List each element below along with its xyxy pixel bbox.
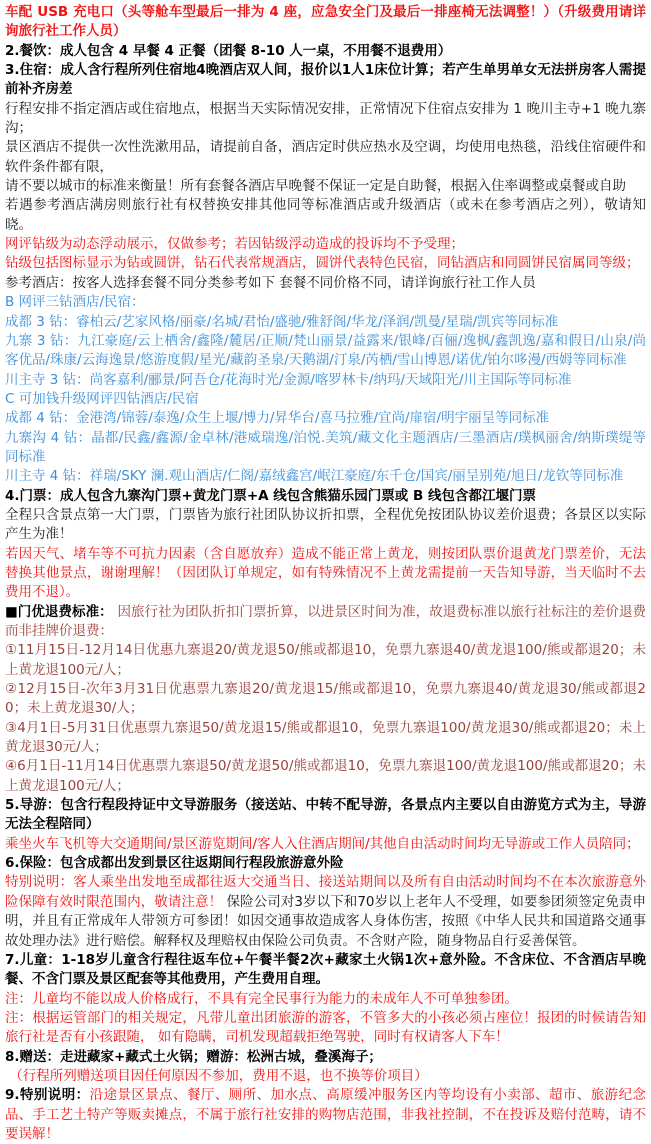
- text-run: B 网评三钻酒店/民宿：: [5, 294, 145, 311]
- text-run: 保险公司对3岁以下和70岁以上老年人不受理，如要参团须签定免责申明，并且有正常成年人带领方可参团！如因交通事故造成客人身体伤害，按照《中华人民共和国道路交通事故处理办法》进行赔偿。解释权及理赔权由保险公司负责。不含财产险，随身物品自行妥善保管。: [5, 893, 646, 949]
- paragraph: [5, 429, 646, 468]
- text-run: 景区酒店不提供一次性洗漱用品，请提前自备，酒店定时供应热水及空调，均使用电热毯，沿线住宿硬件和软件条件都有限，: [5, 139, 646, 175]
- paragraph: [5, 1048, 646, 1067]
- text-run: 7.儿童：1-18岁儿童含行程往返车位+午餐半餐2次+藏家土火锅1次+意外险。不含床位、不含酒店早晚餐、不含门票及景区配套等其他费用，产生费用自理。: [5, 951, 646, 988]
- paragraph: [5, 1086, 646, 1144]
- paragraph: [5, 854, 646, 873]
- paragraph: [5, 467, 646, 486]
- text-run: 成都 4 钻：金港湾/锦蓉/泰逸/众生上堰/博力/昇华台/喜马拉雅/宜尚/扉宿/明宇丽呈等同标准: [5, 410, 550, 427]
- paragraph: [5, 100, 646, 139]
- paragraph: [5, 951, 646, 990]
- paragraph: [5, 390, 646, 409]
- paragraph: [5, 138, 646, 177]
- paragraph: [5, 332, 646, 371]
- paragraph: [5, 545, 646, 603]
- text-run: 因旅行社为团队折扣门票折算，以进景区时间为准，故退费标准以旅行社标注的差价退费而非挂牌价退费：: [5, 603, 646, 639]
- text-run: 行程安排不指定酒店或住宿地点，根据当天实际情况安排，正常情况下住宿点安排为 1 晚川主寺+1 晚九寨沟；: [5, 100, 646, 137]
- text-run: 请不要以城市的标准来衡量！所有套餐各酒店早晚餐不保证一定是自助餐，根据入住率调整或桌餐或自助: [5, 178, 626, 195]
- paragraph: [5, 719, 646, 758]
- text-run: 川主寺 3 钻：尚客嘉利/郦景/阿吾仓/花海时光/金源/喀罗林卡/纳玛/天域阳光/川主国际等同标准: [5, 371, 572, 388]
- paragraph: [5, 274, 646, 293]
- paragraph: [5, 177, 646, 196]
- text-run: ②12月15日-次年3月31日优惠票九寨退20/黄龙退15/熊或都退10，免票九寨退40/黄龙退30/熊或都退20；未上黄龙退30/人；: [5, 681, 646, 717]
- paragraph: [5, 506, 646, 545]
- text-run: 3.住宿：成人含行程所列住宿地4晚酒店双人间，报价以1人1床位计算；若产生单男单女无法拼房客人需提前补齐房差: [5, 62, 646, 98]
- text-run: 成都 3 钻：睿柏云/艺家风格/丽豪/名城/君怡/盛驰/雅舒阁/华龙/泽润/凯曼/星瑞/凯宾等同标准: [5, 313, 559, 330]
- text-run: ③4月1日-5月31日优惠票九寨退50/黄龙退15/熊或都退10，免票九寨退100/黄龙退30/熊或都退20；未上黄龙退30元/人；: [5, 719, 646, 756]
- text-run: 9.特别说明：: [5, 1087, 90, 1104]
- paragraph: [5, 254, 646, 273]
- paragraph: [5, 1009, 646, 1048]
- text-run: 车配 USB 充电口（头等舱车型最后一排为 4 座，应急安全门及最后一排座椅无法调整！）（升级费用请详询旅行社工作人员）: [5, 4, 646, 40]
- text-run: 若因天气、堵车等不可抗力因素（含自愿放弃）造成不能正常上黄龙，则按团队票价退黄龙门票差价，无法替换其他景点，谢谢理解！（因团队订单规定，如有特殊情况不上黄龙需提前一天告知导游，当天临时不去费用不退）。: [5, 545, 646, 601]
- paragraph: [5, 873, 646, 950]
- text-run: 九寨沟 4 钻：晶都/民鑫/鑫源/金卓林/港威瑞逸/泊悦.美筑/藏文化主题酒店/三墨酒店/璞枫丽舍/纳斯璞缇等同标准: [5, 429, 646, 465]
- paragraph: [5, 409, 646, 428]
- text-run: ■门优退费标准：: [5, 603, 118, 620]
- text-run: 6.保险：包含成都出发到景区往返期间行程段旅游意外险: [5, 855, 344, 872]
- text-run: 8.赠送：走进藏家+藏式土火锅；赠游：松洲古城，叠溪海子；: [5, 1048, 382, 1065]
- paragraph: [5, 42, 646, 61]
- text-run: 沿途景区景点、餐厅、厕所、加水点、高原缓冲服务区内等均设有小卖部、超市、旅游纪念品、手工艺土特产等贩卖摊点，不属于旅行社安排的购物店范围，非我社控制，不在投诉及赔付范畴，请不要误解！: [5, 1087, 647, 1142]
- paragraph: [5, 680, 646, 719]
- text-run: 全程只含景点第一大门票，门票皆为旅行社团队协议折扣票，全程优免按团队协议差价退费；各景区以实际产生为准！: [5, 506, 646, 543]
- paragraph: [5, 487, 646, 506]
- text-run: ④6月1日-11月14日优惠票九寨退50/黄龙退50/熊或都退10，免票九寨退100/黄龙退100/熊或都退20；未上黄龙退100元/人；: [5, 758, 646, 794]
- text-run: 注：根据运管部门的相关规定，凡带儿童出团旅游的游客，不管多大的小孩必须占座位！报团的时候请告知旅行社是否有小孩跟随， 如有隐瞒，司机发现超载拒绝驾驶，同时有权请客人下车！: [5, 1009, 646, 1046]
- paragraph: [5, 990, 646, 1009]
- paragraph: [5, 603, 646, 642]
- paragraph: [5, 1067, 646, 1086]
- paragraph: [5, 757, 646, 796]
- text-run: 注：儿童均不能以成人价格成行，不具有完全民事行为能力的未成年人不可单独参团。: [5, 990, 518, 1007]
- text-run: 川主寺 4 钻：祥瑞/SKY 澜.观山酒店/仁阁/嘉绒鑫宫/岷江豪庭/东千仓/国宾/丽呈别苑/旭日/龙钦等同标准: [5, 468, 624, 485]
- paragraph: [5, 796, 646, 835]
- text-run: （行程所列赠送项目因任何原因不参加，费用不退，也不换等价项目）: [5, 1067, 428, 1084]
- text-run: 特别说明：客人乘坐出发地至成都往返大交通当日、接送站期间以及所有自由活动时间均不在本次旅游意外险保障有效时限范围内，敬请注意！: [5, 874, 646, 910]
- paragraph: [5, 641, 646, 680]
- text-run: C 可加钱升级网评四钻酒店/民宿: [5, 390, 199, 407]
- text-run: 2.餐饮：成人包含 4 早餐 4 正餐（团餐 8-10 人一桌，不用餐不退费用）: [5, 42, 452, 59]
- text-run: 网评钻级为动态浮动展示，仅做参考；若因钻级浮动造成的投诉均不予受理；: [5, 236, 464, 253]
- paragraph: [5, 235, 646, 254]
- paragraph: [5, 61, 646, 100]
- paragraph: [5, 3, 646, 42]
- text-run: 参考酒店：按客人选择套餐不同分类参考如下 套餐不同价格不同，请详询旅行社工作人员: [5, 274, 536, 291]
- paragraph: [5, 196, 646, 235]
- paragraph: [5, 835, 646, 854]
- paragraph: [5, 313, 646, 332]
- paragraph: [5, 371, 646, 390]
- text-run: 乘坐火车飞机等大交通期间/景区游览期间/客人入住酒店期间/其他自由活动时间均无导游或工作人员陪同；: [5, 835, 640, 852]
- paragraph: [5, 293, 646, 312]
- text-run: 钻级包括图标显示为钻或圆饼，钻石代表常规酒店，圆饼代表特色民宿，同钻酒店和同圆饼民宿属同等级；: [5, 255, 640, 272]
- text-run: 若遇参考酒店满房则旅行社有权替换安排其他同等标准酒店或升级酒店（或未在参考酒店之列），敬请知晓。: [5, 197, 646, 233]
- text-run: 九寨 3 钻：九江豪庭/云上栖舍/鑫隆/麓居/正顺/梵山丽景/益露来/银峰/百俪/逸枫/鑫凯逸/嘉和假日/山泉/尚客优品/珠康/云海逸景/悠游度假/星光/藏韵圣泉/天鹅湖/汀泉/芮栖/雪山博恩/诺优/铂尔哆漫/西姆等同标准: [5, 332, 646, 369]
- text-run: ①11月15日-12月14日优惠九寨退20/黄龙退50/熊或都退10，免票九寨退40/黄龙退100/熊或都退20；未上黄龙退100元/人；: [5, 642, 646, 678]
- text-run: 4.门票：成人包含九寨沟门票+黄龙门票+A 线包含熊猫乐园门票或 B 线包含都江堰门票: [5, 487, 536, 504]
- text-run: 5.导游：包含行程段持证中文导游服务（接送站、中转不配导游，各景点内主要以自由游览方式为主，导游无法全程陪同）: [5, 797, 646, 833]
